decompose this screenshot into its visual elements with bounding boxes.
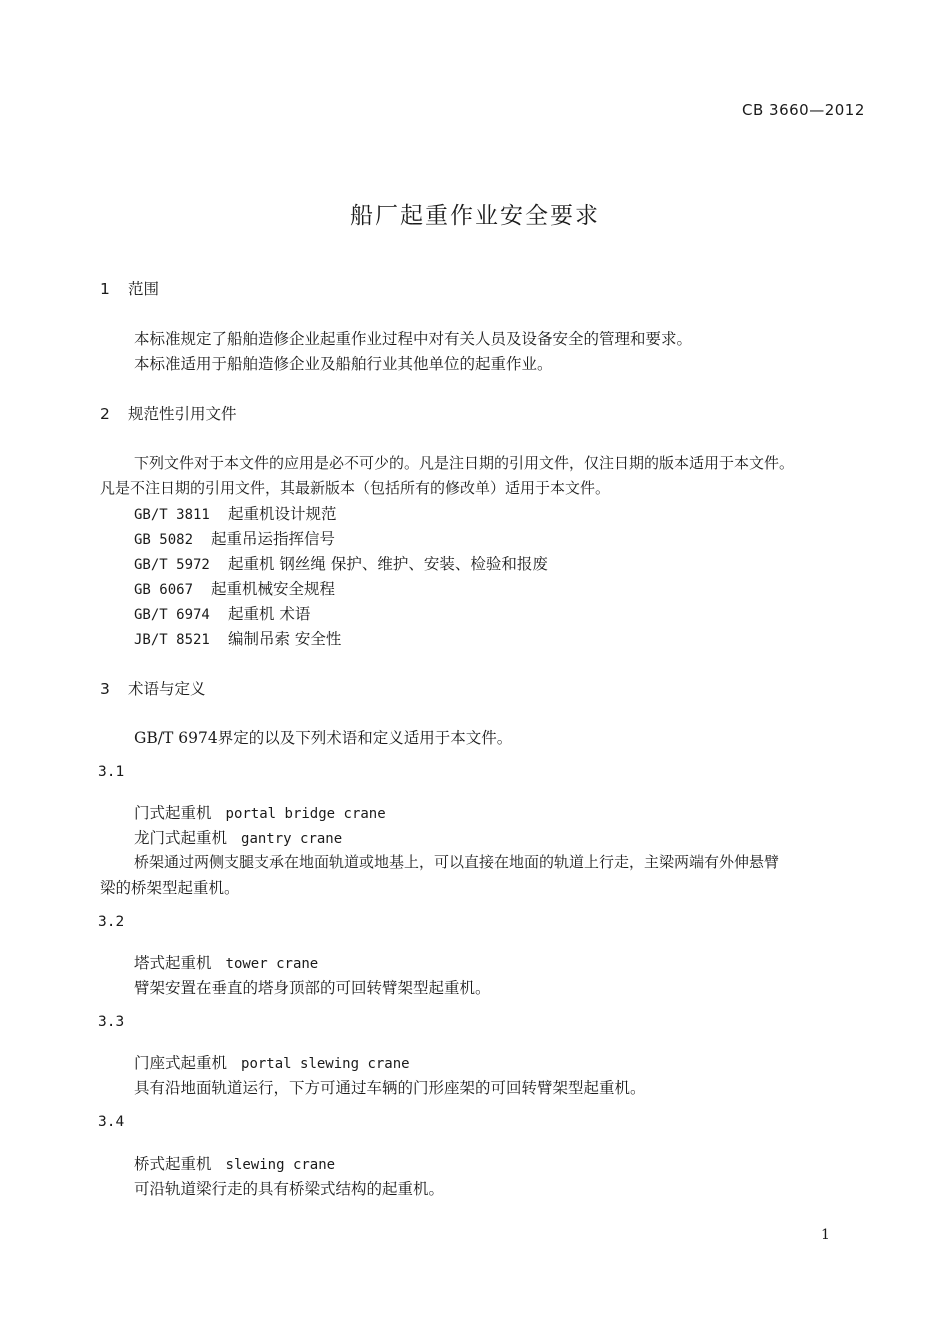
reference-title: 起重机设计规范 [228,505,337,523]
page-number: 1 [821,1227,830,1243]
clause-number: 3.2 [98,914,125,930]
term-english: portal bridge crane [225,806,386,822]
reference-title: 起重机 钢丝绳 保护、维护、安装、检验和报废 [228,555,548,573]
term-entry [134,801,386,823]
term-english: tower crane [225,956,319,972]
term-definition: 桥架通过两侧支腿支承在地面轨道或地基上，可以直接在地面的轨道上行走，主梁两端有外伸悬臂 [134,853,780,871]
section-title: 规范性引用文件 [128,405,237,423]
section-number: 1 [100,280,110,298]
term-chinese: 塔式起重机 [134,954,212,972]
reference-title: 起重吊运指挥信号 [211,530,336,548]
term-english: slewing crane [225,1157,336,1173]
term-entry [134,1152,335,1174]
clause-number: 3.4 [98,1114,125,1130]
reference-code: JB/T 8521 [134,632,210,648]
reference-item [134,577,335,599]
term-definition: 臂架安置在垂直的塔身顶部的可回转臂架型起重机。 [134,979,491,997]
reference-item [134,602,310,624]
clause-number: 3.1 [98,764,125,780]
reference-code: GB 6067 [134,582,194,598]
term-chinese: 龙门式起重机 [134,829,228,847]
standard-code: CB 3660—2012 [742,101,865,119]
term-entry [134,1051,410,1073]
section-1-heading [100,277,159,299]
section-title: 范围 [128,280,160,298]
term-english: gantry crane [241,831,343,847]
paragraph: 凡是不注日期的引用文件，其最新版本（包括所有的修改单）适用于本文件。 [100,479,611,497]
term-entry [134,951,318,973]
term-definition: 梁的桥架型起重机。 [100,879,240,897]
term-definition: 具有沿地面轨道运行，下方可通过车辆的门形座架的可回转臂架型起重机。 [134,1079,646,1097]
reference-code: GB/T 6974 [134,607,210,623]
section-2-heading [100,402,237,424]
term-chinese: 桥式起重机 [134,1155,212,1173]
term-english: portal slewing crane [241,1056,410,1072]
section-number: 3 [100,680,110,698]
reference-code: GB/T 5972 [134,557,210,573]
reference-title: 编制吊索 安全性 [228,630,342,648]
paragraph: 下列文件对于本文件的应用是必不可少的。凡是注日期的引用文件，仅注日期的版本适用于本文件。 [134,454,795,472]
reference-title: 起重机械安全规程 [211,580,336,598]
term-chinese: 门座式起重机 [134,1054,228,1072]
reference-title: 起重机 术语 [228,605,311,623]
reference-item [134,502,337,524]
paragraph: GB/T 6974界定的以及下列术语和定义适用于本文件。 [134,729,513,747]
reference-item [134,627,341,649]
term-definition: 可沿轨道梁行走的具有桥梁式结构的起重机。 [134,1180,445,1198]
document-title: 船厂起重作业安全要求 [350,203,600,229]
reference-code: GB/T 3811 [134,507,210,523]
term-chinese: 门式起重机 [134,804,212,822]
reference-item [134,552,548,574]
clause-number: 3.3 [98,1014,125,1030]
section-title: 术语与定义 [128,680,206,698]
paragraph: 本标准规定了船舶造修企业起重作业过程中对有关人员及设备安全的管理和要求。 [134,330,693,348]
paragraph: 本标准适用于船舶造修企业及船舶行业其他单位的起重作业。 [134,355,553,373]
reference-code: GB 5082 [134,532,194,548]
term-entry [134,826,342,848]
section-number: 2 [100,405,110,423]
reference-item [134,527,335,549]
section-3-heading [100,677,206,699]
